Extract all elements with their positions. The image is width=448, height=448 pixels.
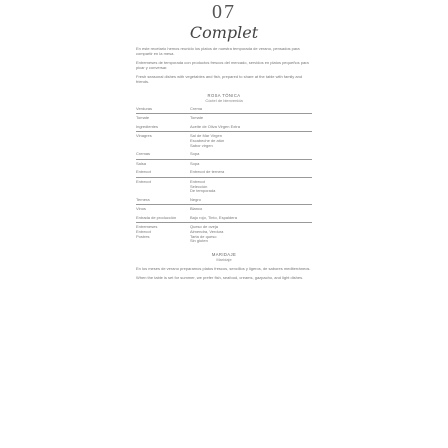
closing-section bbox=[136, 252, 312, 281]
intro-paragraph: En este recetario hemos reunido los platos de nuestra temporada de verano, pensados para compartir en la mesa. bbox=[136, 46, 300, 56]
divider bbox=[136, 159, 312, 160]
intro-paragraph: Fresh seasonal dishes with vegetables and fish, prepared to share at the table with family and friends. bbox=[136, 74, 303, 84]
divider bbox=[136, 131, 312, 132]
menu-row bbox=[136, 207, 312, 212]
closing-heading: MARIDAJE bbox=[211, 251, 237, 257]
menu-row-value: Escabeche de atún bbox=[190, 137, 225, 143]
intro-paragraph: Entremeses de temporada con productos frescos del mercado, servidos en platos pequeños para picar y conversar. bbox=[136, 60, 309, 70]
menu-section bbox=[136, 93, 312, 244]
closing-paragraph: When the table is set for summer, we prefer fish, seafood, creams, gazpacho, and light dishes. bbox=[136, 275, 304, 281]
menu-row-value: Aceite de Oliva Virgen Extra bbox=[190, 123, 240, 129]
divider bbox=[136, 177, 312, 178]
closing-paragraph: En los meses de verano preparamos platos frescos, sencillos y ligeros, de sabores mediterráneos. bbox=[136, 265, 311, 271]
menu-row-label: Tomate bbox=[136, 115, 150, 121]
menu-row bbox=[136, 125, 312, 130]
menu-row-label bbox=[136, 239, 184, 244]
menu-group bbox=[136, 107, 312, 121]
closing-subheading: Maridaje bbox=[216, 256, 232, 262]
menu-row-label: Ternera bbox=[136, 196, 150, 202]
menu-group bbox=[136, 216, 312, 244]
menu-row-label: Postres bbox=[136, 233, 150, 239]
menu-row-label: Verduras bbox=[136, 105, 153, 111]
menu-row bbox=[136, 216, 312, 221]
script-title: Complet bbox=[189, 23, 259, 42]
menu-row-label: Vinos bbox=[136, 206, 146, 212]
menu-row-label: Salsa bbox=[136, 160, 147, 166]
menu-row-value: Entrecot bbox=[190, 178, 205, 184]
menu-row bbox=[136, 170, 312, 175]
menu-row bbox=[136, 189, 312, 194]
menu-row-label: Entrecot bbox=[136, 169, 151, 175]
menu-row-value: Tarta de queso bbox=[190, 233, 217, 239]
menu-row-label: Cremas bbox=[136, 151, 151, 157]
menu-row-label bbox=[136, 189, 184, 194]
menu-row bbox=[136, 144, 312, 149]
divider bbox=[136, 204, 312, 205]
menu-group bbox=[136, 170, 312, 193]
menu-title: ROSA TÓNICA bbox=[207, 92, 241, 98]
recipe-page bbox=[136, 0, 312, 448]
menu-row-label: Entrada de producción bbox=[136, 214, 177, 220]
menu-row-value: Crema bbox=[190, 105, 203, 111]
menu-row-label: Entremeses bbox=[136, 224, 158, 230]
menu-row-value: Sabor virgen bbox=[190, 142, 213, 148]
menu-subtitle: Cóctel de bienvenida bbox=[205, 97, 243, 103]
menu-row-label: Entrecot bbox=[136, 229, 151, 235]
menu-row-value: Sopa bbox=[190, 160, 200, 166]
menu-row-value: Bajo rojo, Tinto, Espaldera bbox=[190, 214, 237, 220]
menu-row-label: Vinagres bbox=[136, 133, 152, 139]
menu-row bbox=[136, 162, 312, 167]
menu-row-value: Queso de oveja bbox=[190, 224, 219, 230]
menu-row bbox=[136, 239, 312, 244]
menu-row-label: Ingredientes bbox=[136, 123, 159, 129]
menu-row-value: Sopa bbox=[190, 151, 200, 157]
menu-row-value: Tomate bbox=[190, 115, 204, 121]
menu-row-label: Entrecot bbox=[136, 178, 151, 184]
menu-row-value: Blanco bbox=[190, 206, 203, 212]
menu-row-label bbox=[136, 144, 184, 149]
menu-row-value: Selección bbox=[190, 183, 208, 189]
menu-row bbox=[136, 198, 312, 203]
menu-row bbox=[136, 107, 312, 112]
menu-row-value: De temporada bbox=[190, 188, 216, 194]
menu-row-value: Almendra, Verdura bbox=[190, 229, 224, 235]
menu-row-value: Sin gluten bbox=[190, 238, 208, 244]
menu-group bbox=[136, 125, 312, 148]
divider bbox=[136, 113, 312, 114]
menu-row bbox=[136, 152, 312, 157]
menu-groups bbox=[136, 107, 312, 244]
intro bbox=[136, 47, 312, 85]
menu-row-value: Entrecot de ternera bbox=[190, 169, 225, 175]
menu-group bbox=[136, 198, 312, 212]
divider bbox=[136, 222, 312, 223]
page-number: 07 bbox=[212, 1, 236, 23]
menu-row-value: Negro bbox=[190, 196, 201, 202]
menu-row-value: Sal de Mar Virgen bbox=[190, 133, 222, 139]
menu-row bbox=[136, 116, 312, 121]
menu-group bbox=[136, 152, 312, 166]
